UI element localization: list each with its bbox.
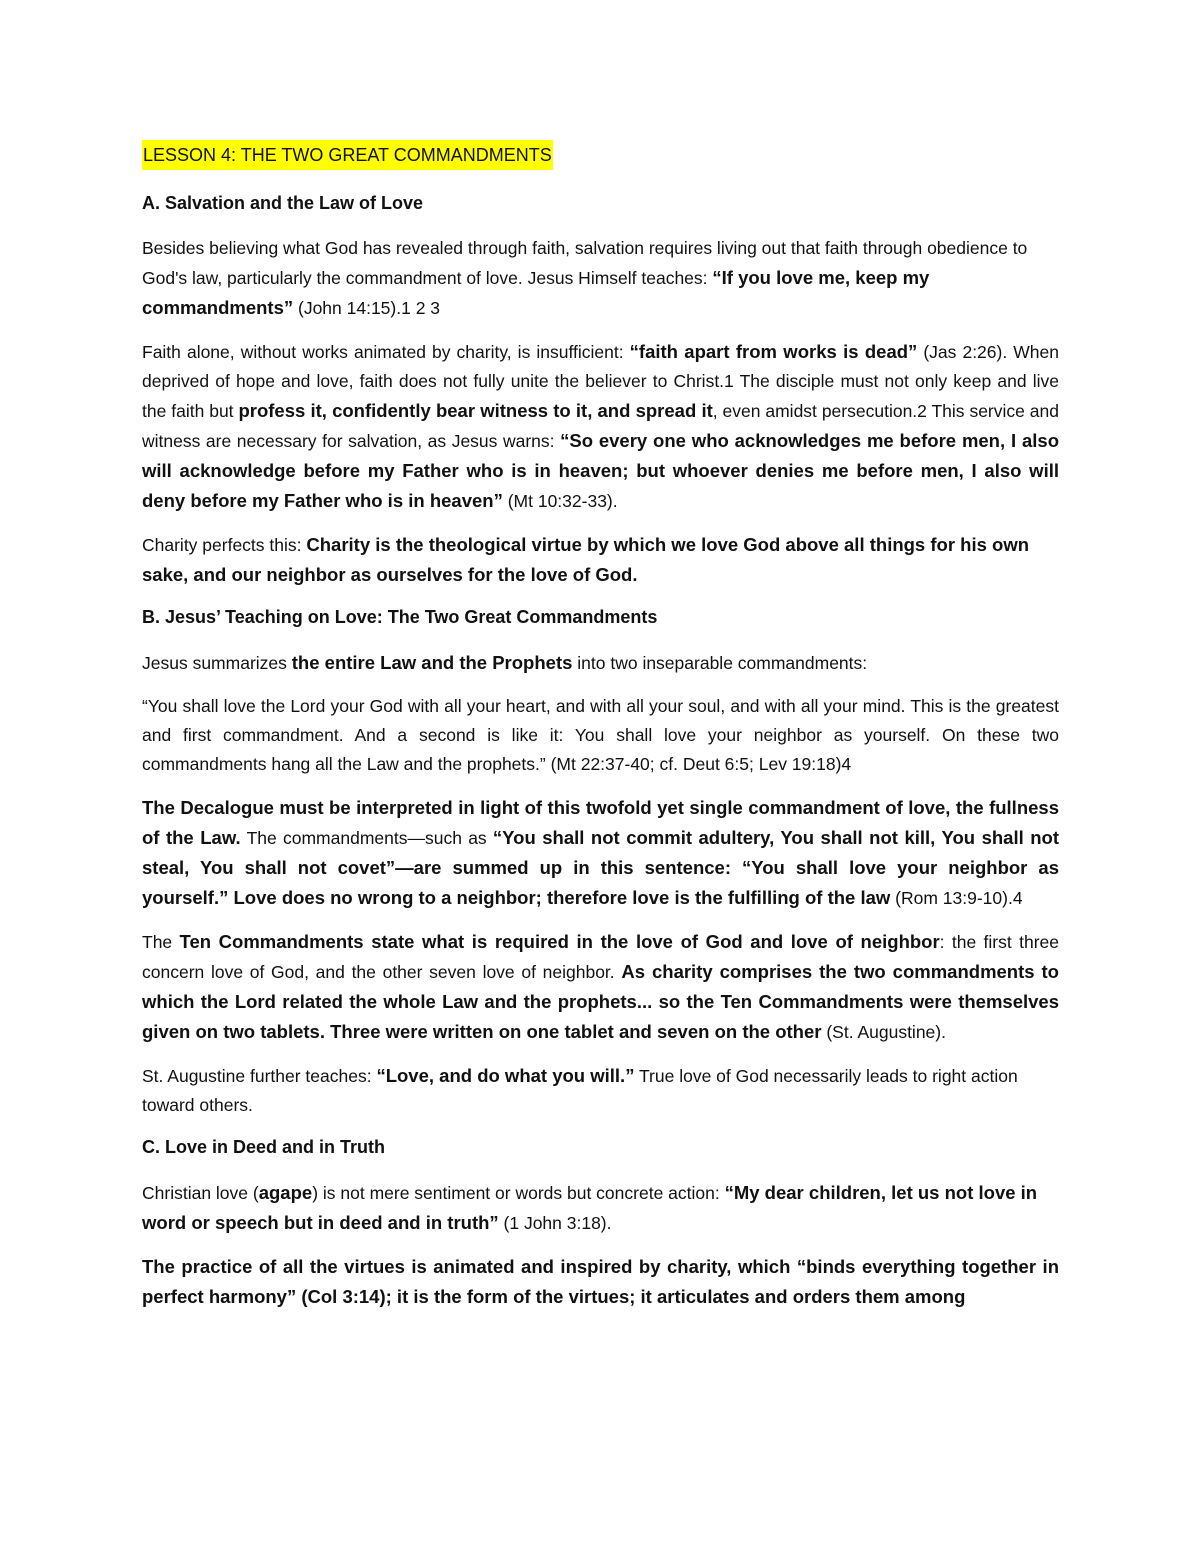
section-b-quote: “You shall love the Lord your God with all your heart, and with all your soul, and with all your mind. This is the greatest and first commandment. And a second is like it: You shall love your neighbor as yourself. On these two commandments hang all the Law and the prophets.” (Mt 22:37-40; cf. Deut 6:5; Lev 19:18)4 bbox=[142, 696, 1059, 774]
lesson-title: LESSON 4: THE TWO GREAT COMMANDMENTS bbox=[142, 140, 553, 170]
document-page bbox=[142, 140, 1059, 1326]
section-b-paragraph-3: The Decalogue must be interpreted in light of this twofold yet single commandment of love, the fullness of the Law. The commandments—such as “You shall not commit adultery, You shall not kill, You shall not steal, You shall not covet”—are summed up in this sentence: “You shall love your neighbor as yourself.” Love does no wrong to a neighbor; therefore love is the fulfilling of the law (Rom 13:9-10).4 bbox=[142, 797, 1059, 908]
section-a-paragraph-1: Besides believing what God has revealed through faith, salvation requires living out that faith through obedience to God's law, particularly the commandment of love. Jesus Himself teaches: “If you love me, keep my commandments” (John 14:15).1 2 3 bbox=[142, 238, 1028, 318]
section-a-heading: A. Salvation and the Law of Love bbox=[142, 193, 424, 213]
section-c-paragraph-1: Christian love (agape) is not mere sentiment or words but concrete action: “My dear children, let us not love in word or speech but in deed and in truth” (1 John 3:18). bbox=[142, 1182, 1038, 1233]
section-c-paragraph-2: The practice of all the virtues is animated and inspired by charity, which “binds everything together in perfect harmony” (Col 3:14); it is the form of the virtues; it articulates and orders them among bbox=[142, 1256, 1059, 1307]
section-b-paragraph-4: The Ten Commandments state what is required in the love of God and love of neighbor: the first three concern love of God, and the other seven love of neighbor. As charity comprises the two commandments to which the Lord related the whole Law and the prophets... so the Ten Commandments were themselves given on two tablets. Three were written on one tablet and seven on the other (St. Augustine). bbox=[142, 931, 1059, 1042]
section-b-paragraph-5: St. Augustine further teaches: “Love, and do what you will.” True love of God necessarily leads to right action toward others. bbox=[142, 1065, 1018, 1115]
section-b-paragraph-1: Jesus summarizes the entire Law and the Prophets into two inseparable commandments: bbox=[142, 652, 868, 673]
section-a-paragraph-3: Charity perfects this: Charity is the theological virtue by which we love God above all things for his own sake, and our neighbor as ourselves for the love of God. bbox=[142, 534, 1030, 585]
section-b-heading: B. Jesus’ Teaching on Love: The Two Great Commandments bbox=[142, 607, 658, 627]
section-c-heading: C. Love in Deed and in Truth bbox=[142, 1137, 386, 1157]
section-a-paragraph-2: Faith alone, without works animated by charity, is insufficient: “faith apart from works is dead” (Jas 2:26). When deprived of hope and love, faith does not fully unite the believer to Christ.1 The disciple must not only keep and live the faith but profess it, confidently bear witness to it, and spread it, even amidst persecution.2 This service and witness are necessary for salvation, as Jesus warns: “So every one who acknowledges me before men, I also will acknowledge before my Father who is in heaven; but whoever denies me before men, I also will deny before my Father who is in heaven” (Mt 10:32-33). bbox=[142, 341, 1059, 511]
